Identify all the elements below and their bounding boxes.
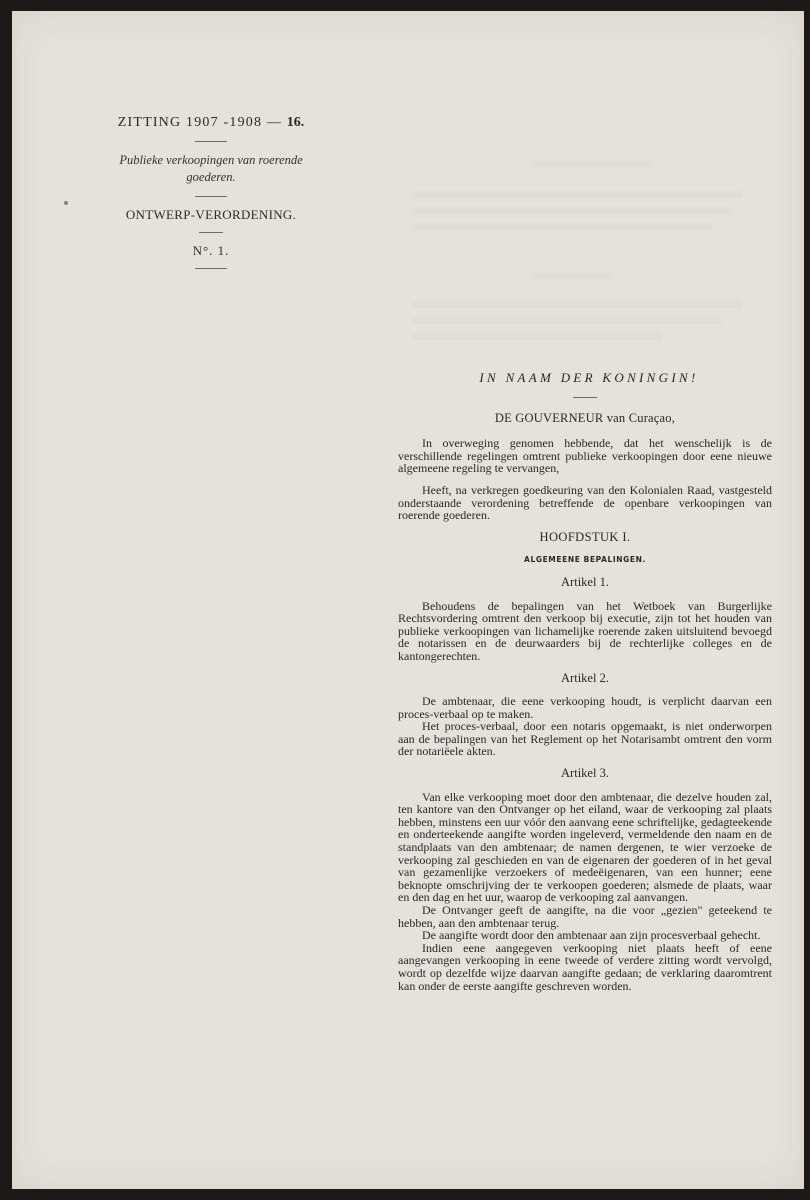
preamble-heading: IN NAAM DER KONINGIN! [479,370,699,385]
article-3-paragraph-2: De Ontvanger geeft de aangifte, na die voor „gezien" geteekend te hebben, aan den ambtenaar terug. [398,903,772,930]
bleed-through-mark [532,161,652,168]
chapter-title: ALGEMEENE BEPALINGEN. [524,555,646,565]
divider [573,397,597,398]
divider [195,141,227,142]
article-1-text: Behoudens de bepalingen van het Wetboek van Burgerlijke Rechtsvordering omtrent den verkoop bij executie, zijn tot het houden van publieke verkoopingen van lichamelijke roerende zaken uitsluitend bevoegd de notarissen en de deurwaarders bij de rechterlijke colleges en de kantongerechten. [398,598,772,663]
bleed-through-mark [412,317,722,324]
document-header [112,115,310,279]
divider [195,268,227,269]
enacting-paragraph: Heeft, na verkregen goedkeuring van den Kolonialen Raad, vastgesteld onderstaande verordening betreffende de openbare verkoopingen van roerende goederen. [398,482,772,523]
session-number: 16. [286,115,305,130]
governor-line: DE GOUVERNEUR van Curaçao, [494,410,676,425]
bleed-through-mark [412,207,732,214]
bleed-through-mark [412,191,742,198]
bleed-through-mark [412,301,742,308]
divider [195,196,227,197]
document-page [12,11,804,1189]
bleed-through-mark [532,273,612,280]
paper-speck [64,201,68,205]
article-2-paragraph-1: De ambtenaar, die eene verkooping houdt, is verplicht daarvan een proces-verbaal op te maken. [398,694,772,721]
session-label: ZITTING 1907 -1908 — [117,115,283,130]
considering-paragraph: In overweging genomen hebbende, dat het wenschelijk is de verschillende regelingen omtrent publieke verkoopingen door eene nieuwe algemeene regeling te vervangen, [398,436,772,476]
ordinance-body [398,372,772,1001]
article-2-heading: Artikel 2. [561,670,609,685]
session-line [112,115,310,131]
article-3-paragraph-1: Van elke verkooping moet door den ambtenaar, die dezelve houden zal, ten kantore van den Ontvanger op het eiland, waar de verkooping zal plaats hebben, minstens een uur vóór den aanvang eene schriftelijke, gedagteekende en onderteekende aangifte worden ingeleverd, vermeldende den naam en de standplaats van den ambtenaar; de namen dergenen, te wier verzoeke de verkooping zal geschieden en van de eigenaren der goederen of in het geval van gezamenlijke verzoekers of medeëigenaren, van een hunner; eene beknopte omschrijving der te verkoopen goederen; alsmede de plaats, waar en den dag en het uur, waarop de verkooping zal aanvangen. [398,789,772,905]
article-1-heading: Artikel 1. [561,574,609,589]
bleed-through-mark [412,223,712,230]
divider [199,232,223,233]
bleed-through-mark [412,333,662,340]
draft-ordinance-title: ONTWERP-VERORDENING. [125,207,297,222]
article-3-paragraph-4: Indien eene aangegeven verkooping niet plaats heeft of eene aangevangen verkooping in eene tweede of verdere zitting wordt vervolgd, wordt op dezelfde wijze daarvan aangifte gedaan; de verklaring daaromtrent kan onder de eerste aangifte geschreven worden. [398,940,772,993]
chapter-heading: HOOFDSTUK I. [539,529,631,544]
subject-title: Publieke verkoopingen van roerende goederen. [119,153,303,184]
article-3-paragraph-3: De aangifte wordt door den ambtenaar aan zijn procesverbaal gehecht. [422,928,761,943]
document-number: N°. 1. [192,243,230,258]
article-2-paragraph-2: Het proces-verbaal, door een notaris opgemaakt, is niet onderworpen aan de bepalingen van het Reglement op het Notarisambt omtrent den vorm der notariëele akten. [398,719,772,759]
article-3-heading: Artikel 3. [561,766,609,781]
